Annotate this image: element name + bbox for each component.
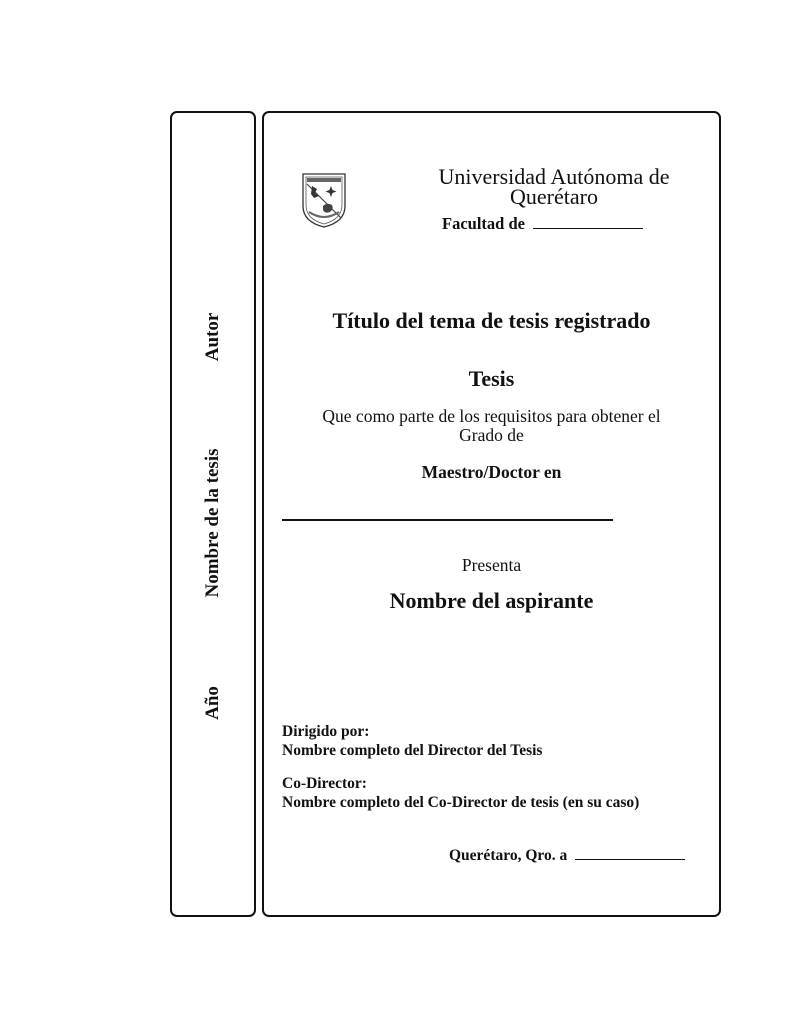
- codirector-name: Nombre completo del Co-Director de tesis (en su caso): [282, 794, 640, 811]
- thesis-title: Título del tema de tesis registrado: [332, 308, 651, 333]
- director-label: Dirigido por:: [282, 723, 370, 740]
- degree-name: Maestro/Doctor en: [421, 462, 562, 482]
- requirement-text-line2: Grado de: [459, 425, 524, 445]
- director-name: Nombre completo del Director del Tesis: [282, 742, 543, 759]
- requirement-text-line1: Que como parte de los requisitos para obtener el: [322, 406, 661, 426]
- place-date-label: Querétaro, Qro. a: [449, 847, 568, 864]
- university-shield-icon: [301, 172, 347, 228]
- date-blank-line: [575, 859, 685, 860]
- candidate-name: Nombre del aspirante: [389, 588, 594, 613]
- presenta-label: Presenta: [461, 555, 522, 575]
- university-name-line2: Querétaro: [510, 184, 598, 209]
- spine-author: Autor: [202, 312, 223, 362]
- spine-thesis-name: Nombre de la tesis: [202, 448, 223, 598]
- faculty-blank-line: [533, 228, 643, 229]
- codirector-label: Co-Director:: [282, 775, 367, 792]
- faculty-label: Facultad de: [442, 214, 525, 233]
- university-name-line1: Universidad Autónoma de: [438, 164, 670, 189]
- document-type: Tesis: [468, 366, 515, 391]
- degree-field-line: [282, 519, 613, 521]
- spine-year: Año: [202, 686, 223, 720]
